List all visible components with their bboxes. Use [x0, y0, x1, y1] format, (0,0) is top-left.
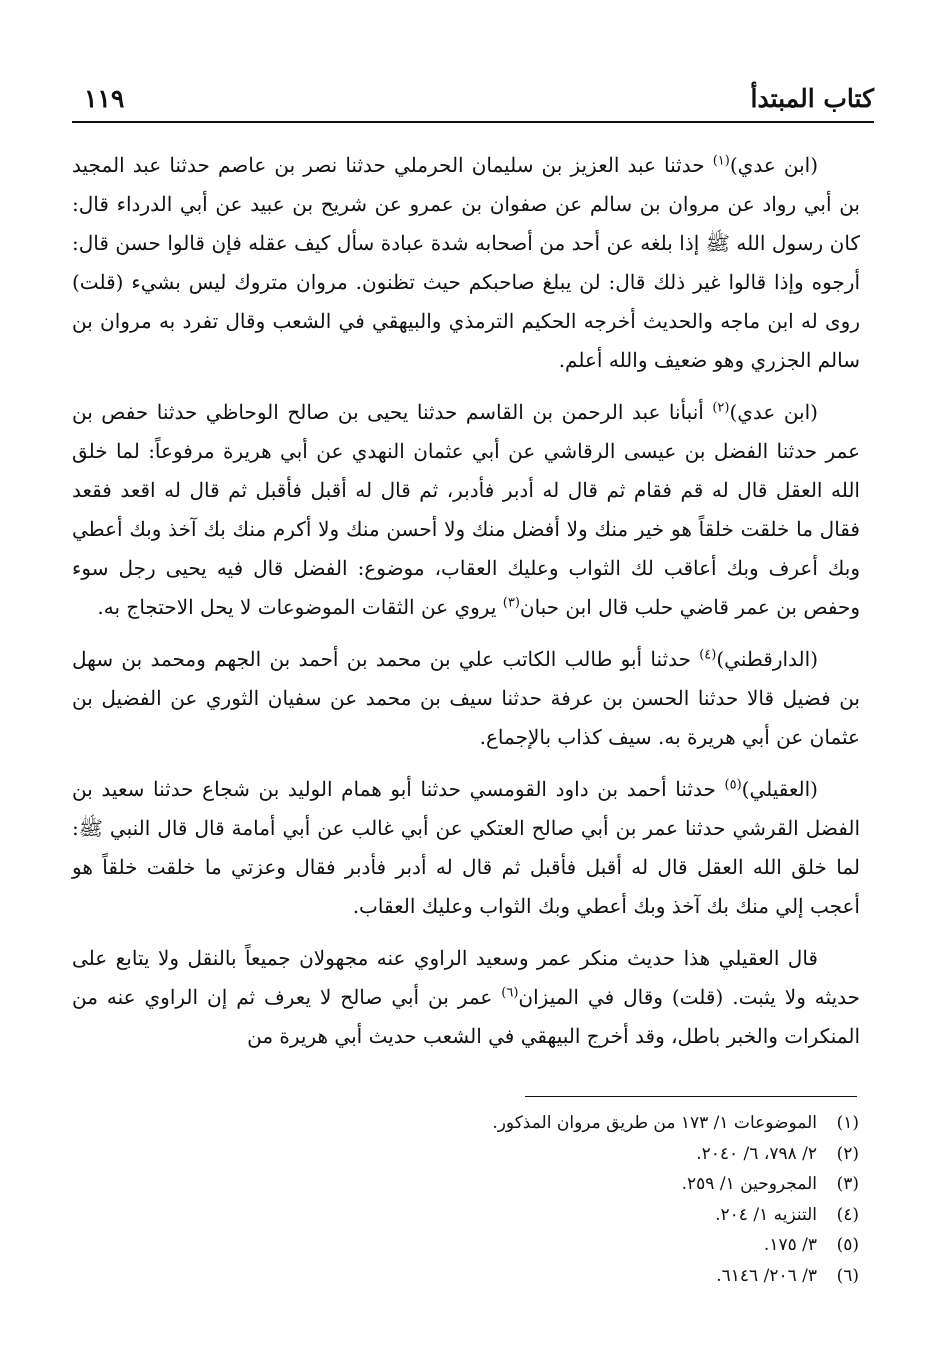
footnote-number: (١) — [836, 1113, 859, 1133]
footnote-5 — [72, 1230, 859, 1261]
footnote-3 — [72, 1169, 859, 1200]
book-title: كتاب المبتدأ — [750, 84, 874, 113]
paragraph-lead: (العقيلي) — [741, 777, 818, 801]
footnote-6 — [72, 1261, 859, 1292]
paragraph-lead: (ابن عدي) — [729, 153, 818, 177]
page-header — [72, 78, 874, 120]
footnote-ref-1: (١) — [712, 153, 730, 169]
footnotes — [72, 1108, 859, 1292]
header-rule — [72, 121, 874, 123]
paragraph-text-cont: يروي عن الثقات الموضوعات لا يحل الاحتجاج به. — [97, 595, 503, 619]
footnote-number: (٤) — [836, 1204, 859, 1225]
footnote-text: ٣/ ١٧٥. — [763, 1235, 817, 1256]
paragraph-text: أنبأنا عبد الرحمن بن القاسم حدثنا يحيى بن صالح الوحاظي حدثنا حفص بن عمر حدثنا الفضل بن عيسى الرقاشي عن أبي عثمان النهدي عن أبي هريرة مرفوعاً: لما خلق الله العقل قال له قم فقام ثم قال له أدبر فأدبر، ثم قال له أقبل فأقبل ثم قال له اقعد فقعد فقال ما خلقت خلقاً هو خير منك ولا أفضل منك ولا أحسن منك ولا أكرم منك بك آخذ وبك أعطي وبك أعرف وبك أعاقب لك الثواب وعليك العقاب، موضوع: الفضل قال فيه يحيى رجل سوء وحفص بن عمر قاضي حلب قال ابن حبان — [72, 400, 860, 619]
footnote-1 — [72, 1108, 859, 1139]
footnote-ref-6: (٦) — [501, 985, 519, 1001]
footnote-number: (٥) — [836, 1235, 859, 1256]
paragraph-daraqutni — [72, 640, 860, 757]
footnote-ref-2: (٢) — [712, 400, 730, 416]
main-text — [72, 146, 860, 1069]
footnote-ref-5: (٥) — [724, 777, 742, 793]
paragraph-lead: (ابن عدي) — [729, 400, 818, 424]
paragraph-text-cont: عمر بن أبي صالح لا يعرف ثم إن الراوي عنه من المنكرات والخبر باطل، وقد أخرج البيهقي في الشعب حديث أبي هريرة من — [72, 985, 860, 1048]
paragraph-uqayli — [72, 770, 860, 926]
paragraph-ibn-adi-2 — [72, 393, 860, 627]
footnote-ref-3: (٣) — [502, 595, 520, 611]
footnote-number: (٢) — [836, 1143, 859, 1164]
paragraph-text: حدثنا أبو طالب الكاتب علي بن محمد بن أحمد بن الجهم ومحمد بن سهل بن فضيل قالا حدثنا الحسن بن عرفة حدثنا سيف بن محمد عن سفيان الثوري عن الفضيل بن عثمان عن أبي هريرة به. سيف كذاب بالإجماع. — [72, 647, 860, 749]
paragraph-text: حدثنا أحمد بن داود القومسي حدثنا أبو همام الوليد بن شجاع حدثنا سعيد بن الفضل القرشي حدثنا عمر بن أبي صالح العتكي عن أبي غالب عن أبي أمامة قال قال النبي ﷺ: لما خلق الله العقل قال له أقبل فأقبل ثم قال له أدبر فأدبر فقال وعزتي ما خلقت خلقاً هو أعجب إلي منك بك آخذ وبك أعطي وبك الثواب وعليك العقاب. — [72, 777, 860, 918]
footnote-text: ٣/ ٢٠٦/ ٦١٤٦. — [716, 1265, 817, 1286]
paragraph-text: حدثنا عبد العزيز بن سليمان الحرملي حدثنا نصر بن عاصم حدثنا عبد المجيد بن أبي رواد عن مروان بن سالم عن صفوان بن عمرو عن شريح بن عبيد عن أبي الدرداء قال: كان رسول الله ﷺ إذا بلغه عن أحد من أصحابه شدة عبادة سأل كيف عقله فإن قالوا حسن قال: أرجوه وإذا قالوا غير ذلك قال: لن يبلغ صاحبكم حيث تظنون. مروان متروك ليس بشيء (قلت) روى له ابن ماجه والحديث أخرجه الحكيم الترمذي والبيهقي في الشعب وقال تفرد به مروان بن سالم الجزري وهو ضعيف والله أعلم. — [72, 153, 860, 372]
footnote-text: ٢/ ٧٩٨، ٦/ ٢٠٤٠. — [696, 1143, 817, 1164]
page-number: ١١٩ — [84, 84, 125, 113]
footnote-number: (٣) — [836, 1174, 859, 1195]
footnote-rule — [525, 1096, 857, 1097]
paragraph-lead: (الدارقطني) — [716, 647, 818, 671]
footnote-text: المجروحين ١/ ٢٥٩. — [681, 1174, 817, 1195]
footnote-number: (٦) — [836, 1265, 859, 1286]
footnote-text: الموضوعات ١/ ١٧٣ من طريق مروان المذكور. — [492, 1113, 817, 1133]
footnote-2 — [72, 1139, 859, 1170]
paragraph-ibn-adi-1 — [72, 146, 860, 380]
footnote-ref-4: (٤) — [699, 647, 717, 663]
footnote-text: التنزيه ١/ ٢٠٤. — [715, 1204, 817, 1225]
footnote-4 — [72, 1200, 859, 1231]
paragraph-uqayli-comment — [72, 939, 860, 1056]
paragraph-text: قال العقيلي هذا حديث منكر عمر وسعيد الراوي عنه مجهولان جميعاً بالنقل ولا يتابع على حديثه ولا يثبت. (قلت) وقال في الميزان — [72, 946, 860, 1009]
